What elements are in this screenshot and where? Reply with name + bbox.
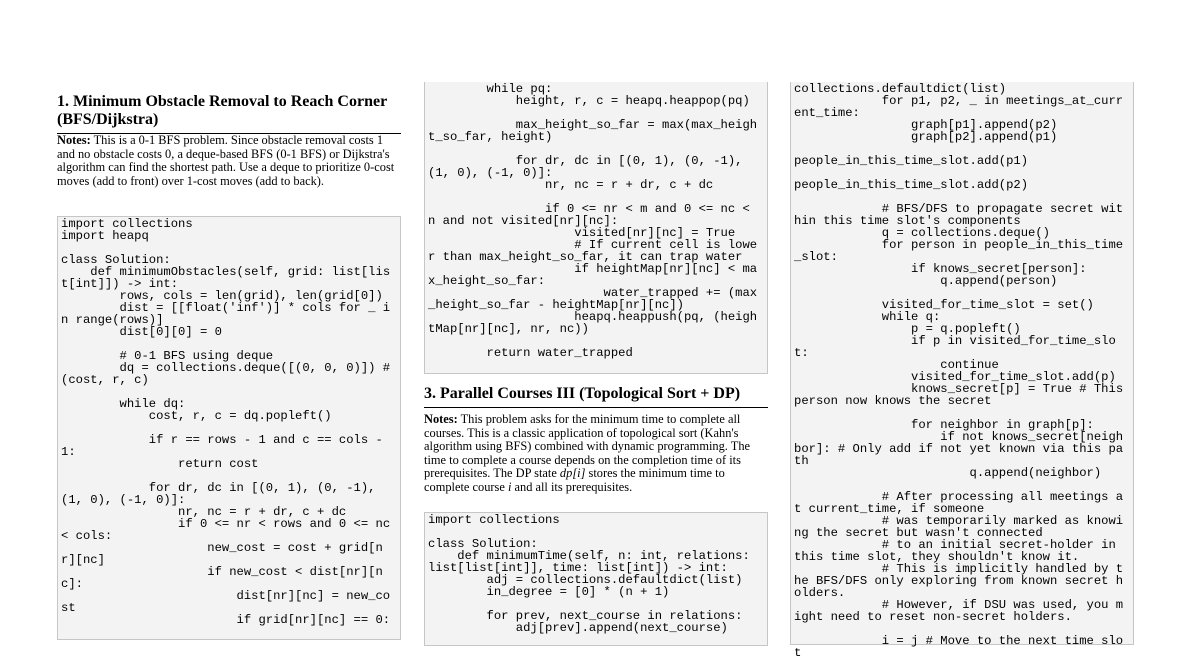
- notes-text: This is a 0-1 BFS problem. Since obstacle removal costs 1 and no obstacle costs 0, a deque-based BFS (0-1 BFS) or Dijkstra's algorithm can find the shortest path. Use a deque to prioritize 0-cost moves (add to front) over 1-cost moves (add to back).: [57, 133, 395, 188]
- notes-text-3: and all its prerequisites.: [511, 479, 633, 494]
- code-block-continued: while pq: height, r, c = heapq.heappop(pq) max_height_so_far = max(max_height_so_far, height) for dr, dc in [(0, 1), (0, -1), (1, 0), (-1, 0)]: nr, nc = r + dr, c + dc if 0 <= nr < m and 0 <= nc < n and not visited[nr][nc]: visited[nr][nc] = True # If current cell is lower than max_height_so_far, it can trap water if heightMap[nr][nc] < max_height_so_far: water_trapped += (max_height_so_far - heightMap[nr][nc]) heapq.heappush(pq, (heightMap[nr][nc], nr, nc)) return water_trapped: [424, 82, 768, 374]
- math-i: i: [507, 479, 512, 494]
- notes-text-1: This problem asks for the minimum time to complete all courses. This is a classic application of topological sort (Kahn's algorithm using BFS) combined with dynamic programming. The time to complete a course depends on the completion time of its prerequisites. The DP state: [424, 412, 751, 481]
- section-notes: [424, 413, 768, 495]
- code-block-continued: collections.defaultdict(list) for p1, p2, _ in meetings_at_current_time: graph[p1].append(p2) graph[p2].append(p1) people_in_this_time_slot.add(p1) people_in_this_time_slot.add(p2) # BFS/DFS to propagate secret within this time slot's components q = collections.deque() for person in people_in_this_time_slot: if knows_secret[person]: q.append(person) visited_for_time_slot = set() while q: p = q.popleft() if p in visited_for_time_slot: continue visited_for_time_slot.add(p) knows_secret[p] = True # This person now knows the secret for neighbor in graph[p]: if not knows_secret[neighbor]: # Only add if not yet known via this path q.append(neighbor) # After processing all meetings at current_time, if someone # was temporarily marked as knowing the secret but wasn't connected # to an initial secret-holder in this time slot, they shouldn't know it. # This is implicitly handled by the BFS/DFS only exploring from known secret holders. # However, if DSU was used, you might need to reset non-secret holders. i = j # Move to the next time slot: [790, 82, 1134, 645]
- notes-text-2: stores the minimum time to complete course: [424, 466, 725, 494]
- math-dp-i: dp[i]: [559, 466, 586, 481]
- notes-label: Notes:: [57, 133, 91, 147]
- code-block: import collections import heapq class Solution: def minimumObstacles(self, grid: list[list[int]]) -> int: rows, cols = len(grid), len(grid[0]) dist = [[float('inf')] * cols for _ in range(rows)] dist[0][0] = 0 # 0-1 BFS using deque dq = collections.deque([(0, 0, 0)]) # (cost, r, c) while dq: cost, r, c = dq.popleft() if r == rows - 1 and c == cols - 1: return cost for dr, dc in [(0, 1), (0, -1), (1, 0), (-1, 0)]: nr, nc = r + dr, c + dc if 0 <= nr < rows and 0 <= nc < cols: new_cost = cost + grid[nr][nc] if new_cost < dist[nr][nc]: dist[nr][nc] = new_cost if grid[nr][nc] == 0:: [57, 216, 401, 640]
- code-block: import collections class Solution: def minimumTime(self, n: int, relations: list[list[int]], time: list[int]) -> int: adj = collections.defaultdict(list) in_degree = [0] * (n + 1) for prev, next_course in relations: adj[prev].append(next_course): [424, 512, 768, 646]
- section-notes: [57, 134, 401, 188]
- notes-label: Notes:: [424, 412, 458, 426]
- section-title: 1. Minimum Obstacle Removal to Reach Corner (BFS/Dijkstra): [57, 93, 401, 134]
- section-title: 3. Parallel Courses III (Topological Sort + DP): [424, 385, 768, 408]
